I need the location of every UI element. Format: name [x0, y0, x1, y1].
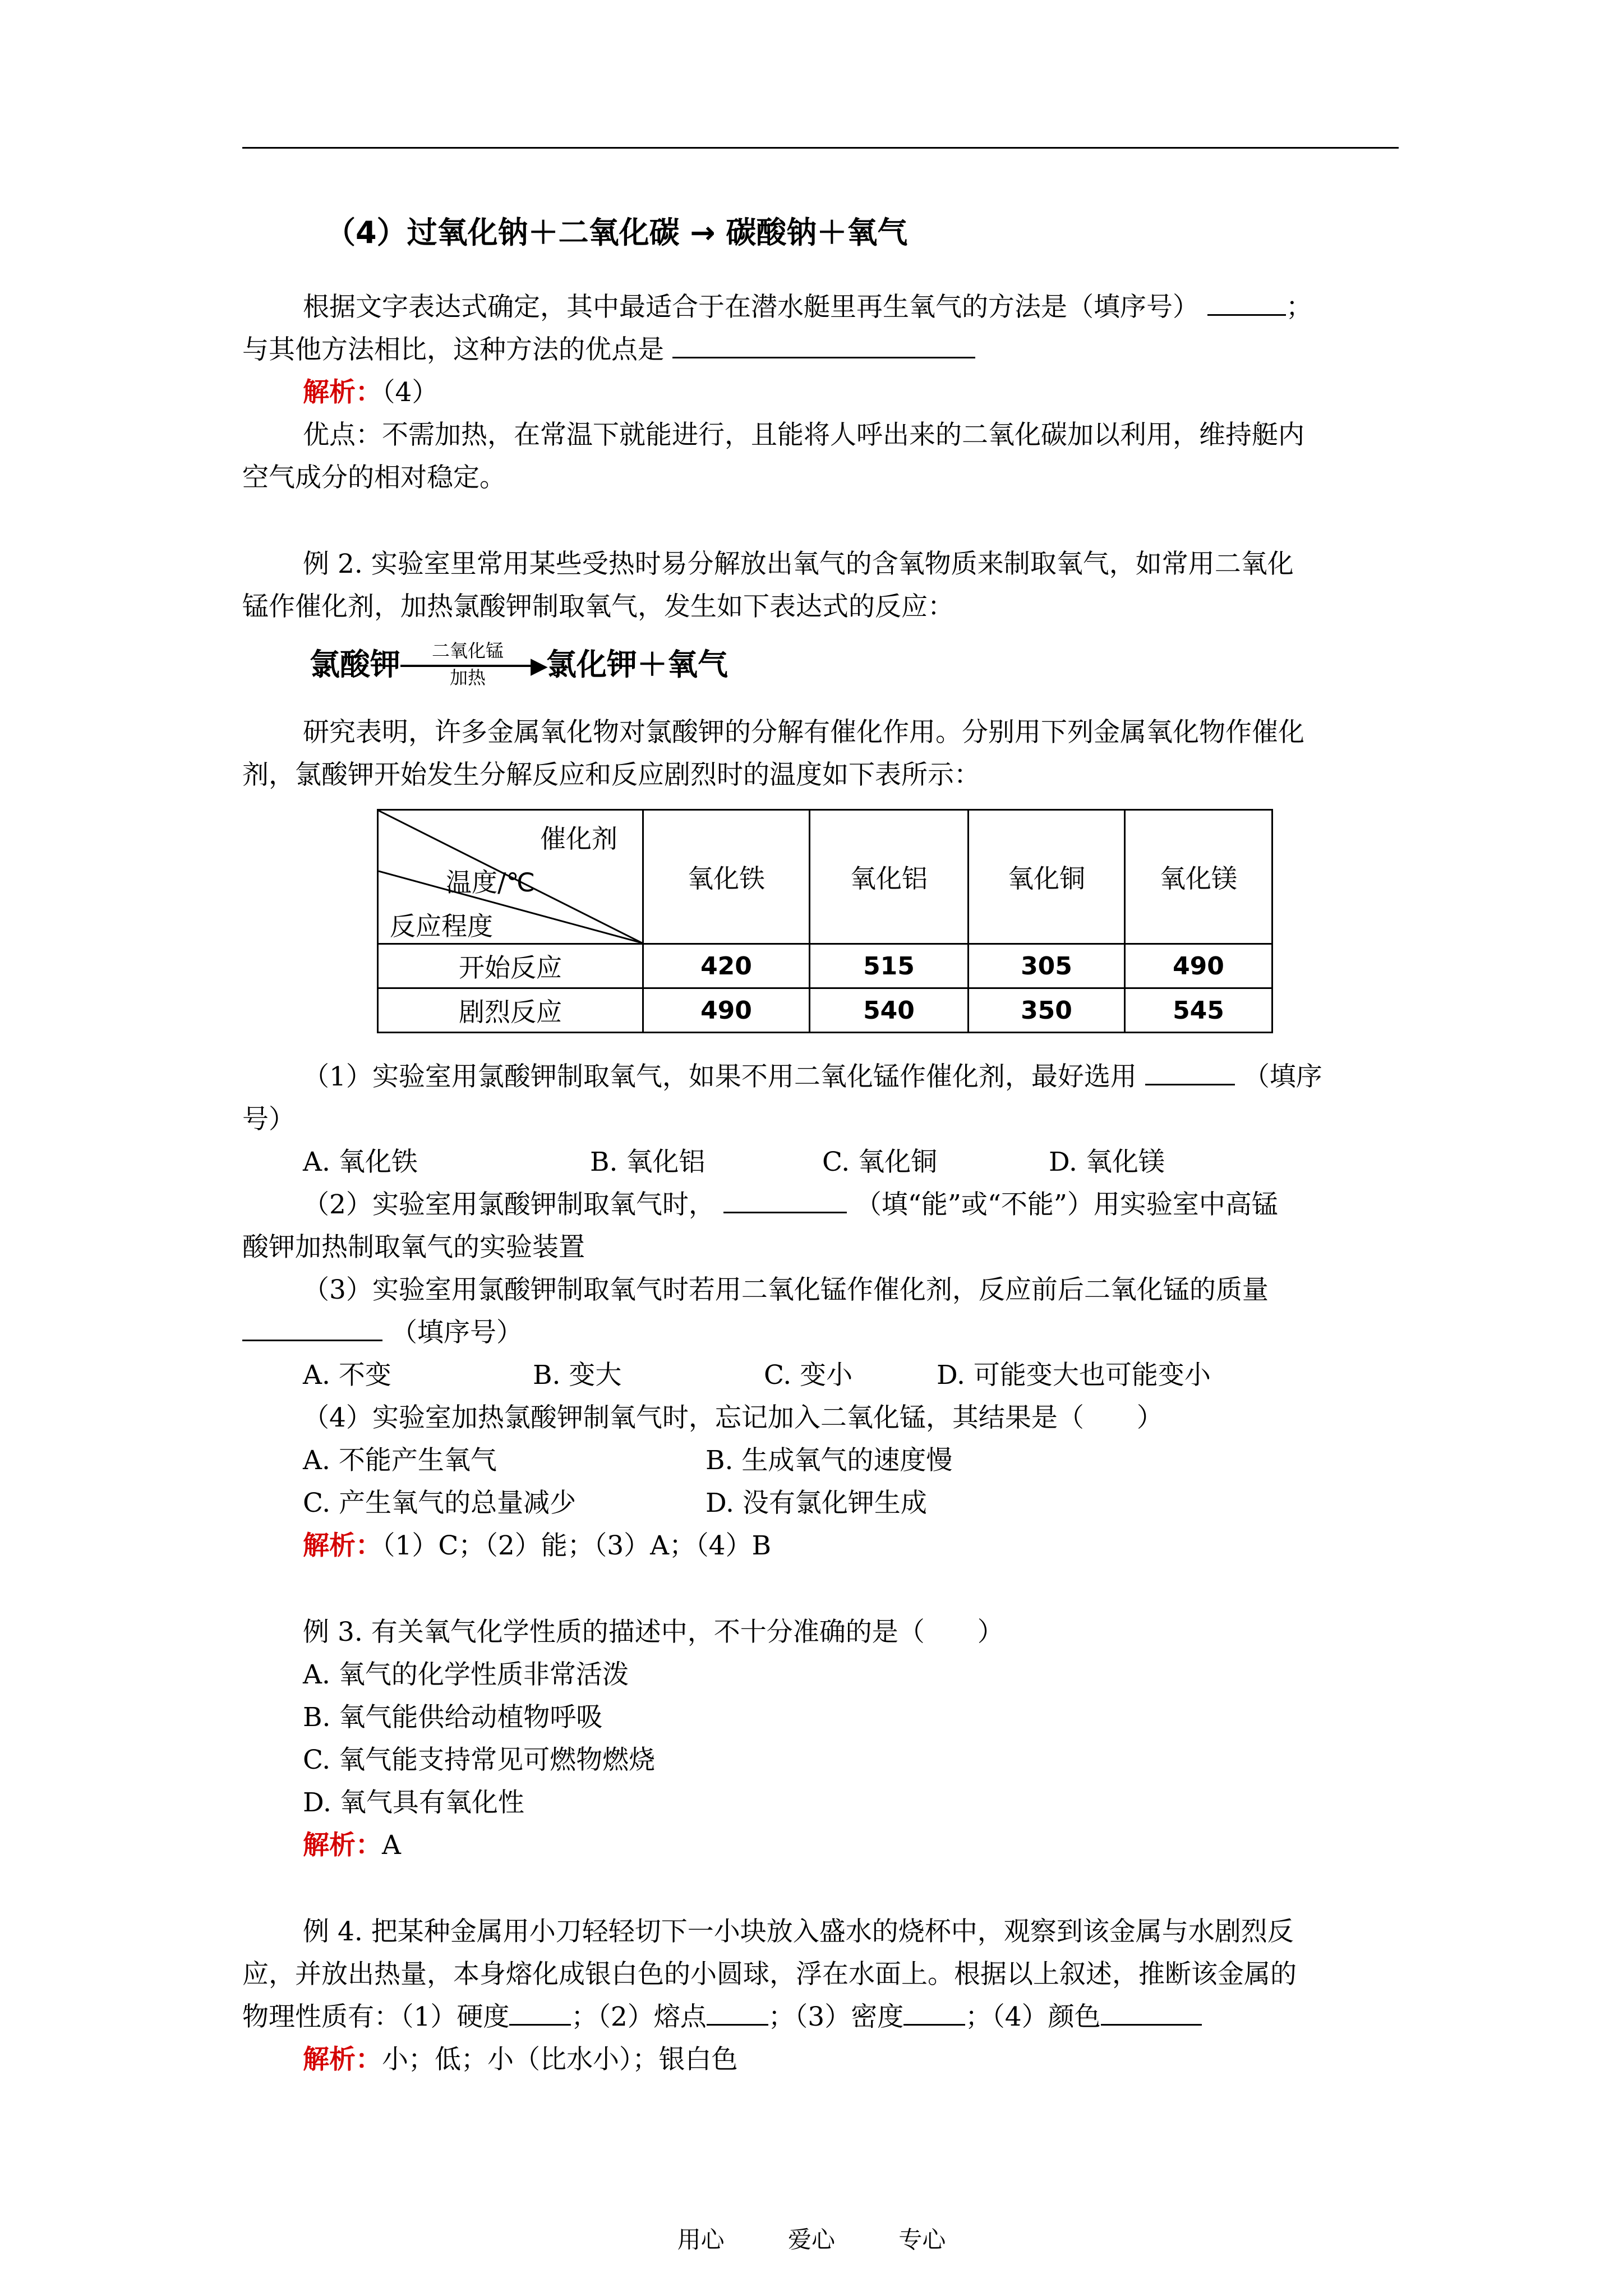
column-header: 氧化铁	[643, 810, 810, 944]
answer-blank[interactable]	[509, 2001, 571, 2026]
example2-intro-a: 例 2. 实验室里常用某些受热时易分解放出氧气的含氧物质来制取氧气，如常用二氧化	[303, 549, 1294, 579]
option: D. 氧化镁	[1049, 1147, 1165, 1177]
example2-q1-a: （1）实验室用氯酸钾制取氧气，如果不用二氧化锰作催化剂，最好选用 （填序	[303, 1061, 1322, 1092]
row-label: 开始反应	[378, 944, 643, 988]
column-header: 氧化铝	[810, 810, 969, 944]
analysis-label: 解析：	[303, 1830, 382, 1861]
option: C. 氧气能支持常见可燃物燃烧	[303, 1745, 656, 1775]
example2-q3-a: （3）实验室用氯酸钾制取氧气时若用二氧化锰作催化剂，反应前后二氧化锰的质量	[303, 1274, 1269, 1305]
example2-q2-b: 酸钾加热制取氧气的实验装置	[242, 1232, 585, 1263]
example2-q1-b: 号）	[242, 1104, 295, 1135]
table-cell: 490	[1125, 944, 1272, 988]
example4-text-a: 例 4. 把某种金属用小刀轻轻切下一小块放入盛水的烧杯中，观察到该金属与水剧烈反	[303, 1916, 1294, 1947]
table-cell: 350	[969, 988, 1125, 1033]
section4-question-a: 根据文字表达式确定，其中最适合于在潜水艇里再生氧气的方法是（填序号） ；	[303, 292, 1312, 323]
example2-q3-b: （填序号）	[242, 1316, 523, 1350]
example4-analysis: 解析：小；低；小（比水小）；银白色	[303, 2044, 738, 2075]
option: C. 产生氧气的总量减少	[303, 1488, 577, 1519]
table-cell: 420	[643, 944, 810, 988]
equation-reactant: 氯酸钾	[310, 647, 400, 682]
option: D. 可能变大也可能变小	[937, 1360, 1211, 1391]
option: A. 不能产生氧气	[303, 1445, 497, 1476]
footer-word: 用心	[677, 2226, 725, 2253]
example2-q2-a: （2）实验室用氯酸钾制取氧气时， （填“能”或“不能”）用实验室中高锰	[303, 1189, 1278, 1220]
option: D. 氧气具有氧化性	[303, 1787, 524, 1818]
footer-word: 爱心	[787, 2226, 835, 2253]
example2-q4: （4）实验室加热氯酸钾制氧气时，忘记加入二氧化锰，其结果是（ ）	[303, 1402, 1163, 1433]
analysis-label: 解析：	[303, 377, 382, 408]
answer-blank[interactable]	[242, 1317, 382, 1341]
option: A. 氧化铁	[303, 1147, 418, 1177]
table-row	[378, 944, 1272, 988]
reaction-arrow	[400, 640, 548, 688]
option: C. 氧化铜	[822, 1147, 938, 1177]
column-header: 氧化铜	[969, 810, 1125, 944]
example4-text-b: 应，并放出热量，本身熔化成银白色的小圆球，浮在水面上。根据以上叙述，推断该金属的	[242, 1959, 1297, 1990]
analysis-label: 解析：	[303, 2044, 382, 2075]
option: B. 生成氧气的速度慢	[706, 1445, 953, 1476]
section4-analysis: 解析：（4）	[303, 377, 439, 408]
option: B. 氧化铝	[590, 1147, 706, 1177]
header-rule	[242, 147, 1399, 149]
example3-analysis: 解析：A	[303, 1830, 401, 1861]
answer-blank[interactable]	[1145, 1061, 1235, 1085]
analysis-label: 解析：	[303, 1530, 382, 1561]
answer-blank[interactable]	[1207, 292, 1286, 316]
answer-blank[interactable]	[672, 334, 975, 358]
table-cell: 515	[810, 944, 969, 988]
answer-blank[interactable]	[723, 1189, 847, 1213]
option: B. 变大	[533, 1360, 622, 1391]
table-cell: 540	[810, 988, 969, 1033]
example4-text-c: 物理性质有：（1）硬度 ；（2）熔点 ；（3）密度 ；（4）颜色	[242, 2000, 1202, 2034]
example2-research-b: 剂，氯酸钾开始发生分解反应和反应剧烈时的温度如下表所示：	[242, 760, 980, 790]
example2-research-a: 研究表明，许多金属氧化物对氯酸钾的分解有催化作用。分别用下列金属氧化物作催化	[303, 717, 1304, 748]
example3-question: 例 3. 有关氧气化学性质的描述中，不十分准确的是（ ）	[303, 1617, 1004, 1648]
option: D. 没有氯化钾生成	[706, 1488, 927, 1519]
table-cell: 545	[1125, 988, 1272, 1033]
diagonal-header-cell	[378, 810, 643, 944]
section4-question-b: 与其他方法相比，这种方法的优点是	[242, 333, 975, 367]
answer-blank[interactable]	[903, 2001, 965, 2026]
catalyst-table	[377, 809, 1273, 1033]
example2-analysis: 解析：（1）C；（2）能；（3）A；（4）B	[303, 1530, 772, 1561]
answer-blank[interactable]	[707, 2001, 768, 2026]
equation-products: 氯化钾＋氧气	[546, 647, 728, 682]
condition-bottom: 加热	[449, 667, 486, 688]
header-catalyst: 催化剂	[540, 823, 617, 854]
section4-advantage-b: 空气成分的相对稳定。	[242, 462, 506, 493]
reaction-equation	[310, 640, 728, 688]
table-cell: 490	[643, 988, 810, 1033]
answer-blank[interactable]	[1101, 2001, 1202, 2026]
section4-advantage-a: 优点：不需加热，在常温下就能进行，且能将人呼出来的二氧化碳加以利用，维持艇内	[303, 420, 1304, 450]
table-cell: 305	[969, 944, 1125, 988]
page-footer	[0, 2221, 1623, 2255]
row-label: 剧烈反应	[378, 988, 643, 1033]
table-row	[378, 988, 1272, 1033]
column-header: 氧化镁	[1125, 810, 1272, 944]
footer-word: 专心	[898, 2226, 946, 2253]
option: A. 不变	[303, 1360, 391, 1391]
option: B. 氧气能供给动植物呼吸	[303, 1702, 603, 1733]
arrow-head-icon: ▶	[531, 653, 548, 679]
option: C. 变小	[764, 1360, 853, 1391]
condition-top: 二氧化锰	[431, 640, 504, 661]
header-temperature: 温度/℃	[446, 867, 536, 898]
header-degree: 反应程度	[390, 911, 493, 941]
section4-heading: （4）过氧化钠＋二氧化碳 → 碳酸钠＋氧气	[325, 215, 908, 250]
option: A. 氧气的化学性质非常活泼	[303, 1659, 629, 1690]
example2-intro-b: 锰作催化剂，加热氯酸钾制取氧气，发生如下表达式的反应：	[242, 591, 954, 622]
